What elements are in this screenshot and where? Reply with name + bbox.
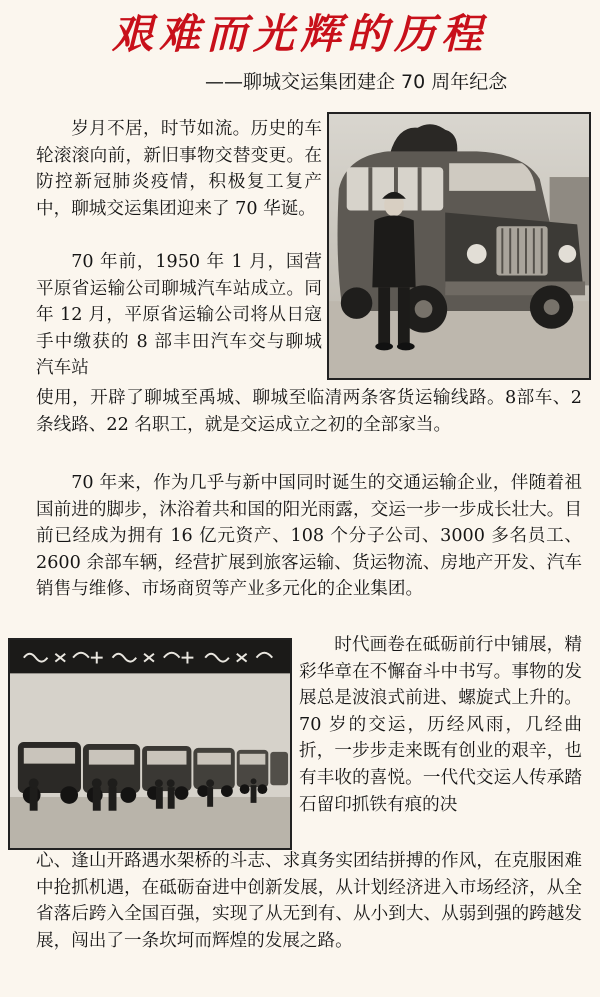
historic-bus-photo [327, 112, 591, 380]
page-subtitle: ——聊城交运集团建企 70 周年纪念 [205, 71, 508, 93]
historic-fleet-photo [8, 638, 292, 850]
paragraph-2-start: 70 年前，1950 年 1 月，国营平原省运输公司聊城汽车站成立。同年 12 月，平原省运输公司将从日寇手中缴获的 8 部丰田汽车交与聊城汽车站 [36, 252, 322, 379]
paragraph-4-end: 心、逢山开路遇水架桥的斗志、求真务实团结拼搏的作风，在克服困难中抢抓机遇，在砥砺奋进中创新发展，从计划经济进入市场经济，从全省落后跨入全国百强，实现了从无到有、从小到大、从弱到强的跨越发展，闯出了一条坎坷而辉煌的发展之路。 [36, 851, 582, 951]
page-title: 艰难而光辉的历程 [112, 10, 488, 58]
paragraph-1: 岁月不居，时节如流。历史的车轮滚滚向前，新旧事物交替变更。在防控新冠肺炎疫情，积极复工复产中，聊城交运集团迎来了 70 华诞。 [36, 119, 322, 219]
fleet-photo-illustration [10, 640, 290, 848]
bus-photo-illustration [329, 114, 589, 378]
paragraph-3: 70 年来，作为几乎与新中国同时诞生的交通运输企业，伴随着祖国前进的脚步，沐浴着共和国的阳光雨露，交运一步一步成长壮大。目前已经成为拥有 16 亿元资产、108 个分子公司、3000 多名员工、2600 余部车辆，经营扩展到旅客运输、货运物流、房地产开发、汽车销售与维修、市场商贸等产业多元化的企业集团。 [36, 473, 582, 600]
paragraph-2-end: 使用，开辟了聊城至禹城、聊城至临清两条客货运输线路。8部车、2 条线路、22 名职工，就是交运成立之初的全部家当。 [36, 388, 582, 435]
paragraph-4-start: 时代画卷在砥砺前行中铺展，精彩华章在不懈奋斗中书写。事物的发展总是波浪式前进、螺旋式上升的。70 岁的交运，历经风雨，几经曲折，一步步走来既有创业的艰辛，也有丰收的喜悦。一代代交运人传承踏石留印抓铁有痕的决 [299, 635, 582, 815]
